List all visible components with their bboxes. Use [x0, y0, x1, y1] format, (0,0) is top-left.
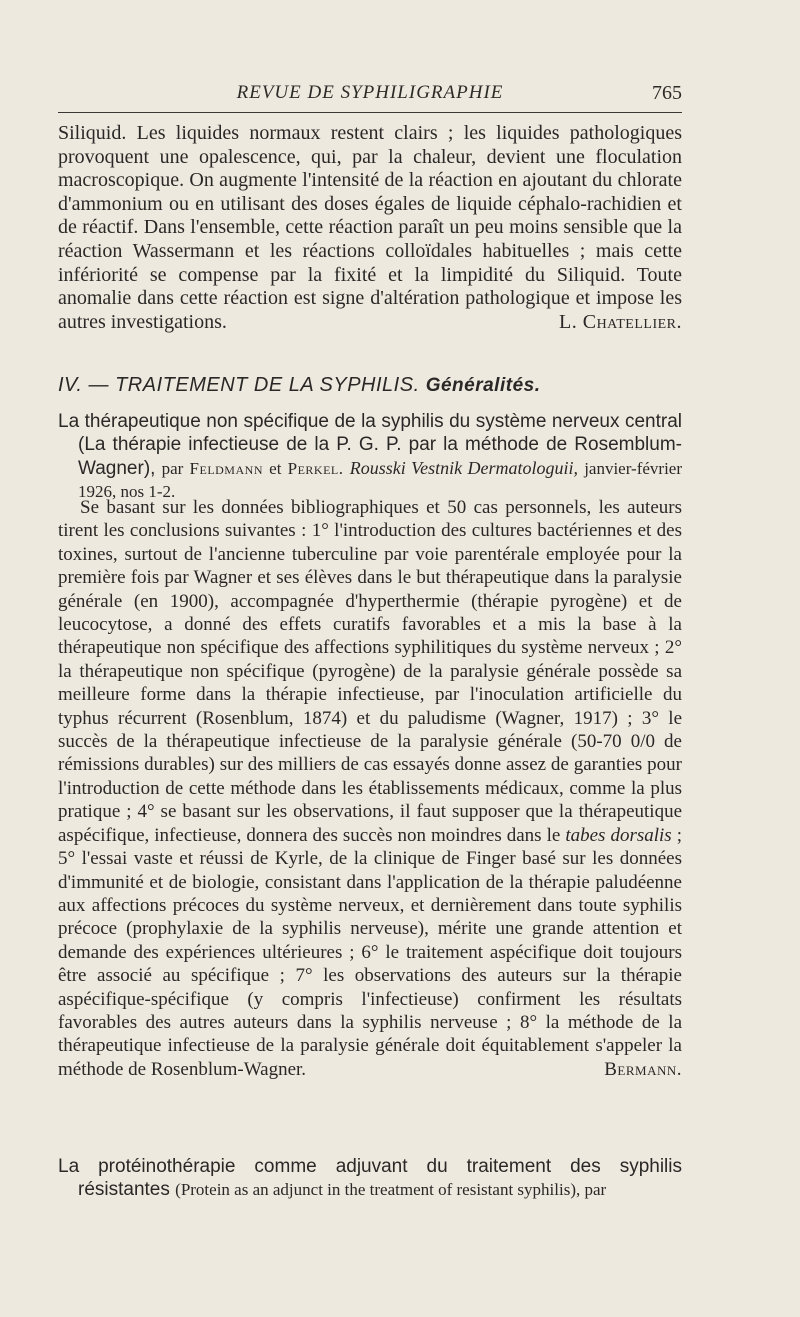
section-dash: —	[88, 374, 110, 396]
entry-1-heading	[58, 410, 682, 504]
entry-1-journal: Rousski Vestnik Dermatologuii,	[349, 457, 578, 478]
entry-1-abstract-block	[58, 496, 682, 1081]
running-title: REVUE DE SYPHILIGRAPHIE	[236, 82, 504, 103]
entry-1	[58, 410, 682, 504]
entry-1-abstract-italic: tabes dorsalis	[565, 824, 672, 846]
entry-2	[58, 1155, 682, 1202]
intro-block	[58, 122, 682, 334]
intro-author: L. Chatellier.	[559, 310, 682, 333]
entry-1-abstract-part-b: ; 5° l'essai vaste et réussi de Kyrle, de la clinique de Finger basé sur les données d'immunité et de biologie, consistant dans l'application de la thérapie paludéenne aux affections précoces du système nerveux, et dernièrement dans toute syphilis précoce (prophylaxie de la syphilis nerveuse), mérite une grande attention et demande des expériences ultérieures ; 6° le traitement aspécifique doit toujours être associé au spécifique ; 7° les observations des auteurs sur la thérapie aspécifique-spécifique (y compris l'infectieuse) confirment les résultats favorables des autres auteurs dans la syphilis nerveuse ; 8° la méthode de la thérapeutique infectieuse de la paralysie générale doit équitablement s'appeler la méthode de Rosenblum-Wagner.	[58, 824, 683, 1080]
entry-2-rest: (Protein as an adjunct in the treatment of resistant syphilis), par	[175, 1180, 607, 1200]
entry-2-title: La protéinothérapie comme adjuvant du traitement des syphilis résistantes	[58, 1156, 682, 1201]
section-subtitle: Généralités.	[425, 375, 541, 396]
entry-1-author-1: Feldmann	[189, 458, 263, 478]
intro-paragraph	[58, 122, 682, 334]
entry-1-author-2: Perkel.	[287, 458, 344, 478]
section-title	[58, 374, 682, 397]
section-heading	[58, 374, 682, 397]
entry-1-reviewer: Bermann.	[604, 1058, 682, 1080]
page-number: 765	[652, 82, 682, 104]
intro-text: Siliquid. Les liquides normaux restent clairs ; les liquides pathologiques provoquent une opalescence, qui, par la chaleur, devient une floculation macroscopique. On augmente l'intensité de la réaction en ajoutant du chlorate d'ammonium ou en utilisant des doses égales de liquide céphalo-rachidien et de réactif. Dans l'ensemble, cette réaction paraît un peu moins sensible que la réaction Wassermann et les réactions colloïdales habituelles ; mais cette infériorité se compense par la fixité et la limpidité du Siliquid. Toute anomalie dans cette réaction est signe d'altération pathologique et impose les autres investigations.	[58, 122, 682, 333]
entry-1-title: La thérapeutique non spécifique de la syphilis du système nerveux central (La thérapie infectieuse de la P. G. P. par la méthode de Rosemblum-Wagner),	[58, 411, 682, 479]
entry-1-abstract-part-a: Se basant sur les données bibliographiques et 50 cas personnels, les auteurs tirent les conclusions suivantes : 1° l'introduction des cultures bactériennes et des toxines, surtout de l'ancienne tuberculine par voie parentérale employée pour la première fois par Wagner et ses élèves dans le but thérapeutique dans la paralysie générale (en 1900), accompagnée d'hyperthermie (thérapie pyrogène) et de leucocytose, a donné des effets curatifs favorables et a mis la base à la thérapeutique non spécifique des affections syphilitiques du système nerveux ; 2° la thérapeutique non spécifique (pyrogène) de la paralysie générale possède sa meilleure forme dans la thérapie infectieuse, par l'inoculation artificielle du typhus récurrent (Rosenblum, 1874) et du paludisme (Wagner, 1917) ; 3° le succès de la thérapeutique infectieuse de la paralysie générale (50-70 0/0 de rémissions durables) sur des milliers de cas essayés donne assez de garanties pour l'introduction de cette méthode dans les établissements médicaux, comme la plus pratique ; 4° se basant sur les observations, il faut supposer que la thérapeutique aspécifique, infectieuse, donnera des succès non moindres dans le	[58, 497, 682, 846]
entry-1-date: janvier-février 1926, nos 1-2.	[78, 458, 683, 502]
entry-2-heading	[58, 1155, 682, 1202]
header-rule	[58, 112, 682, 113]
section-title-text: TRAITEMENT DE LA SYPHILIS.	[115, 374, 420, 396]
section-number: IV.	[58, 374, 83, 396]
entry-1-by: par	[161, 458, 184, 478]
page-header	[58, 82, 682, 108]
entry-1-and: et	[269, 458, 282, 478]
entry-1-abstract	[58, 496, 682, 1081]
